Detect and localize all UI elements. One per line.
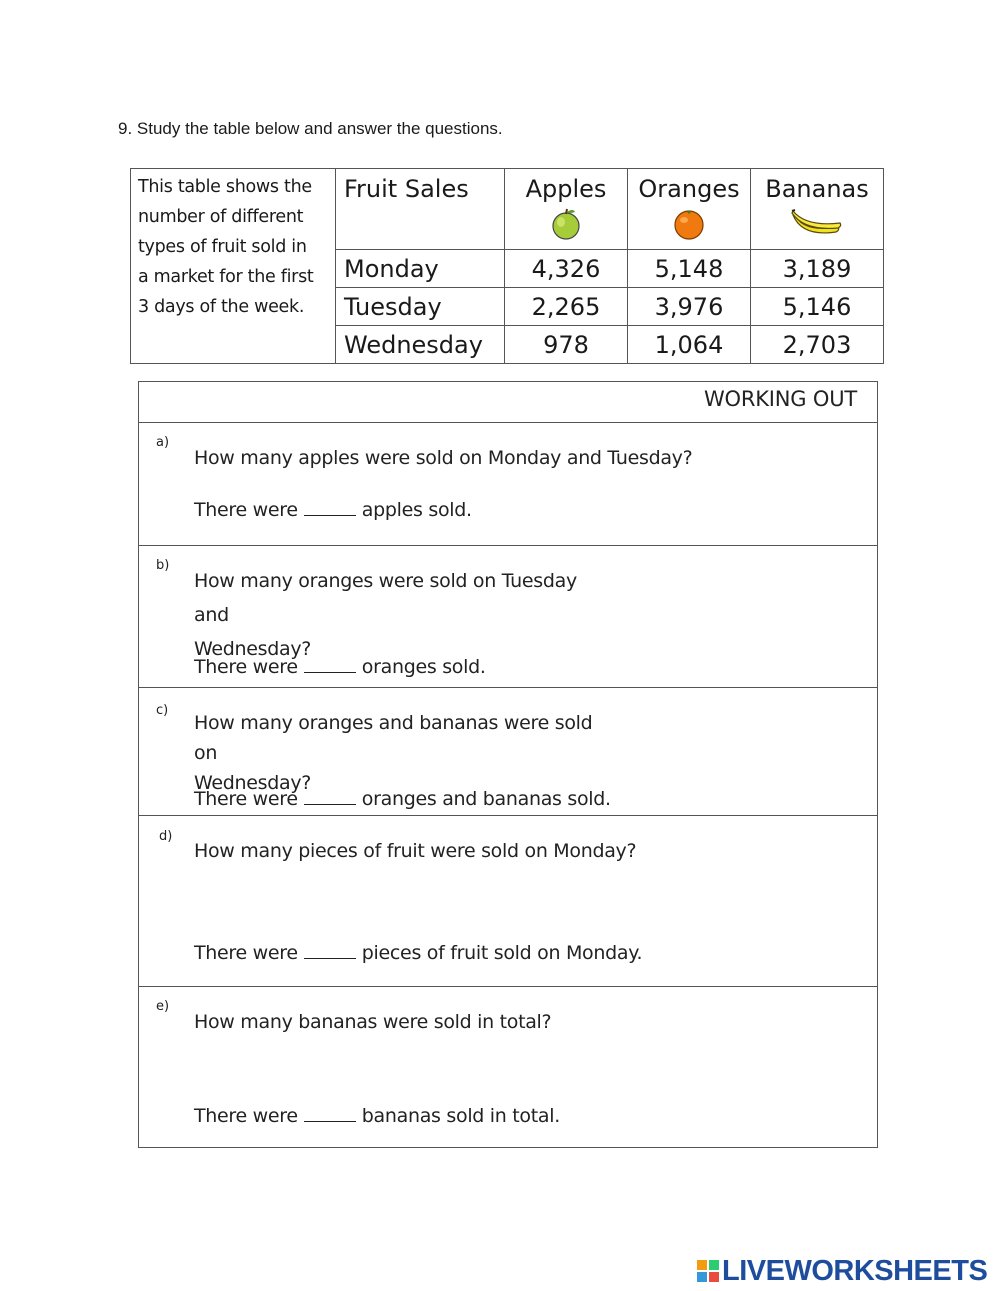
- bananas-column-header: [751, 169, 884, 250]
- question-letter: e): [156, 999, 170, 1014]
- answer-blank[interactable]: [304, 656, 356, 673]
- question-line: How many pieces of fruit were sold on Monday?: [194, 840, 637, 862]
- question-line: Wednesday?: [194, 638, 312, 660]
- question-line: How many bananas were sold in total?: [194, 1011, 552, 1033]
- answer-suffix: pieces of fruit sold on Monday.: [361, 942, 643, 964]
- question-line: How many oranges and bananas were sold on: [194, 712, 593, 764]
- question-text: [194, 564, 614, 666]
- answer-prefix: There were: [194, 656, 298, 678]
- table-cell: 4,326: [505, 250, 628, 288]
- question-line: How many oranges were sold on Tuesday and: [194, 570, 577, 626]
- question-line: Wednesday?: [194, 772, 312, 794]
- answer-blank[interactable]: [304, 1105, 356, 1122]
- question-row-c: [139, 688, 877, 816]
- banana-icon: [790, 207, 844, 237]
- answer-blank[interactable]: [304, 942, 356, 959]
- questions-table: [138, 381, 878, 1148]
- description-line: number of different: [138, 207, 304, 227]
- answer-blank[interactable]: [304, 788, 356, 805]
- table-cell: 5,146: [751, 288, 884, 326]
- answer-suffix: apples sold.: [361, 499, 472, 521]
- logo-squares-icon: [697, 1260, 719, 1282]
- question-letter: a): [156, 435, 170, 450]
- logo-square: [697, 1272, 707, 1282]
- description-line: a market for the first: [138, 267, 314, 287]
- description-line: This table shows the: [138, 177, 312, 197]
- table-cell: 3,189: [751, 250, 884, 288]
- bananas-label: Bananas: [765, 175, 869, 203]
- question-row-e: [139, 987, 877, 1147]
- answer-sentence: [194, 788, 611, 810]
- logo-square: [709, 1272, 719, 1282]
- question-text: [194, 441, 794, 475]
- apples-column-header: [505, 169, 628, 250]
- fruit-sales-table: [130, 168, 884, 364]
- apple-icon: [549, 207, 583, 241]
- day-monday: Monday: [336, 250, 505, 288]
- table-cell: 1,064: [628, 326, 751, 364]
- answer-suffix: oranges sold.: [361, 656, 486, 678]
- question-row-d: [139, 816, 877, 987]
- table-cell: 5,148: [628, 250, 751, 288]
- answer-blank[interactable]: [304, 499, 356, 516]
- logo-square: [697, 1260, 707, 1270]
- working-out-label: WORKING OUT: [703, 387, 857, 411]
- table-cell: 978: [505, 326, 628, 364]
- answer-suffix: bananas sold in total.: [361, 1105, 560, 1127]
- day-wednesday: Wednesday: [336, 326, 505, 364]
- question-letter: b): [156, 558, 170, 573]
- answer-sentence: [194, 1105, 560, 1127]
- answer-sentence: [194, 499, 472, 521]
- working-out-header: [139, 382, 877, 423]
- table-cell: 2,265: [505, 288, 628, 326]
- answer-prefix: There were: [194, 1105, 298, 1127]
- description-line: 3 days of the week.: [138, 297, 305, 317]
- answer-prefix: There were: [194, 788, 298, 810]
- question-text: [194, 1005, 794, 1039]
- liveworksheets-logo: [697, 1256, 987, 1286]
- apples-label: Apples: [525, 175, 607, 203]
- oranges-label: Oranges: [638, 175, 740, 203]
- answer-sentence: [194, 656, 486, 678]
- answer-sentence: [194, 942, 642, 964]
- question-row-b: [139, 546, 877, 688]
- logo-square: [709, 1260, 719, 1270]
- orange-icon: [672, 207, 706, 241]
- question-text: [194, 834, 794, 868]
- description-line: types of fruit sold in: [138, 237, 307, 257]
- instruction-text: 9. Study the table below and answer the questions.: [118, 119, 503, 138]
- logo-text: LIVEWORKSHEETS: [722, 1254, 988, 1287]
- question-letter: c): [156, 703, 169, 718]
- answer-prefix: There were: [194, 499, 298, 521]
- question-text: [194, 708, 614, 798]
- question-letter: d): [159, 829, 173, 844]
- question-line: How many apples were sold on Monday and Tuesday?: [194, 447, 693, 469]
- answer-prefix: There were: [194, 942, 298, 964]
- oranges-column-header: [628, 169, 751, 250]
- question-row-a: [139, 423, 877, 546]
- table-description: [131, 169, 336, 364]
- table-cell: 3,976: [628, 288, 751, 326]
- answer-suffix: oranges and bananas sold.: [361, 788, 611, 810]
- day-tuesday: Tuesday: [336, 288, 505, 326]
- fruit-sales-header: Fruit Sales: [336, 169, 505, 250]
- table-cell: 2,703: [751, 326, 884, 364]
